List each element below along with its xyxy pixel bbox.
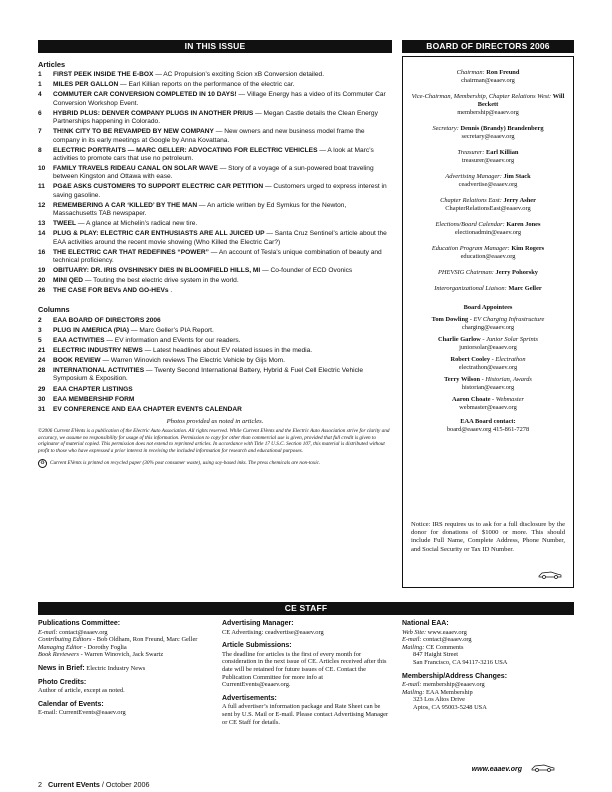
item-heading: MINI QED [53, 277, 84, 285]
role-label: Chapter Relations East: [440, 197, 502, 204]
page-number-ref: 12 [38, 201, 46, 209]
calendar-text: E-mail: CurrentEvents@eaaev.org [38, 709, 126, 717]
membership-mailing-1: EAA Membership [424, 688, 473, 696]
issue-date: / October 2006 [99, 780, 150, 789]
item-description: — An article written by Ed Symkus for the Newton, Massachusetts TAB newspaper. [53, 201, 347, 218]
appointee-name: Tom Dowling [431, 316, 469, 323]
article-item [38, 128, 392, 145]
national-email: contact@eaaev.org [421, 636, 472, 644]
item-description: — Latest headlines about EV related issues in the media. [142, 346, 313, 354]
role-email: education@eaaev.org [460, 253, 516, 260]
role-name: Jerry Pohorsky [495, 269, 538, 276]
articles-list [38, 71, 392, 295]
article-item [38, 202, 392, 219]
pub-email: contact@eaaev.org [57, 628, 108, 636]
item-description: — Twenty Second International Battery, Hybrid & Fuel Cell Electric Vehicle Symposium & Exposition. [53, 367, 364, 383]
page-number-ref: 13 [38, 220, 46, 228]
submissions-text: The deadline for articles is the first of every month for consideration in the next issue of CE. Articles received after this date will be retained for future issues of CE. Contact the Publication Committee for more info at CurrentEvents@eaaev.org. [222, 650, 387, 689]
role-email: treasurer@eaaev.org [461, 157, 515, 164]
item-body [53, 202, 392, 219]
appointee-title: Historian, Awards [485, 376, 532, 383]
item-description: — An account of Tesla’s unique combination of beauty and technical proficiency. [53, 248, 382, 264]
articles-title: Articles [38, 60, 66, 69]
national-mailing-2: 847 Haight Street [413, 651, 459, 659]
role-name: Earl Killian [485, 149, 519, 156]
national-mailing-1: CE Comments [424, 643, 464, 651]
item-body [53, 81, 392, 89]
managing-editor: - Dorothy Foglia [82, 643, 127, 651]
role-email: secretary@eaaev.org [461, 133, 515, 140]
recycled-text: Current EVents is printed on recycled paper (30% post consumer waste), using soy-based inks. The press chemicals are non-toxic. [50, 460, 321, 467]
role-email: membership@eaaev.org [457, 109, 519, 116]
item-body [53, 220, 392, 228]
car-icon [530, 762, 556, 772]
item-description: — New owners and new business model frame the company in its early meetings at Google by Anna Kovattana. [53, 128, 365, 144]
item-body [53, 91, 392, 108]
table-of-contents [38, 58, 392, 468]
item-description: — Megan Castle details the Clean Energy Partnerships happening in Colorado. [53, 109, 378, 126]
submissions-title: Article Submissions: [222, 642, 292, 650]
item-description: — Customers urged to express interest in saving gasoline. [53, 183, 387, 199]
article-item [38, 183, 392, 200]
article-item [38, 220, 392, 228]
appointee-email: charging@eaaev.org [461, 324, 515, 331]
advertising-text: CE Advertising: ceadvertise@eaaev.org [222, 628, 324, 636]
item-heading: EAA CHAPTER LISTINGS [53, 385, 133, 393]
national-mailing-3: San Francisco, CA 94117-3216 USA [413, 658, 508, 666]
role-line [403, 197, 573, 205]
news-title: News in Brief: [38, 664, 85, 672]
membership-email-label: E-mail: [402, 681, 422, 689]
recycle-icon: ♻ [38, 459, 47, 468]
column-item [38, 317, 392, 325]
column-item [38, 327, 392, 335]
item-description: — Co-founder of ECD Ovonics [260, 267, 353, 275]
item-heading: HYBRID PLUS: DENVER COMPANY PLUGS IN ANOTHER PRIUS [53, 109, 254, 117]
item-heading: ELECTRIC INDUSTRY NEWS [53, 346, 143, 354]
page-number-ref: 3 [38, 326, 42, 334]
appointee-title: Junior Solar Sprints [486, 336, 538, 343]
page-number-ref: 20 [38, 277, 46, 285]
page-number-ref: 6 [38, 109, 42, 117]
page-number-ref: 21 [38, 346, 46, 354]
item-description: — Earl Killian reports on the performance of the electric car. [118, 81, 295, 89]
appointee-line: Robert Cooley - Electrathon [450, 356, 526, 363]
column-item [38, 396, 392, 404]
appointee-name: Terry Wilson [444, 376, 481, 383]
board-role [403, 149, 573, 165]
appointee-title: EV Charging Infrastructure [473, 316, 545, 323]
columns-list [38, 317, 392, 414]
page-number-ref: 2 [38, 316, 42, 324]
page-number-ref: 7 [38, 128, 42, 136]
board-role [403, 125, 573, 141]
item-description: . [168, 287, 173, 295]
item-body [53, 317, 392, 325]
ce-staff-header: CE STAFF [38, 602, 574, 615]
item-body [53, 347, 392, 355]
item-heading: EAA MEMBERSHIP FORM [53, 395, 135, 403]
item-description: — EV information and EVents for our readers. [104, 336, 241, 344]
staff-column-1 [38, 620, 208, 723]
role-line [403, 285, 573, 293]
website-link[interactable]: www.eaaev.org [471, 766, 522, 773]
membership-title: Membership/Address Changes: [402, 672, 508, 680]
article-item [38, 287, 392, 295]
role-line [403, 221, 573, 229]
membership-mailing-2: 323 Los Altos Drive [413, 696, 466, 704]
irs-notice: Notice: IRS requires us to ask for a full disclosure by the donor for donations of $1000 or more. This should include Full Name, Complete Address, Phone Number, and Social Security or Tax ID Number. [411, 521, 565, 553]
appointee [403, 396, 573, 412]
board-of-directors-header: BOARD OF DIRECTORS 2006 [402, 40, 574, 53]
item-body [53, 183, 392, 200]
appointee [403, 336, 573, 352]
role-label: Vice-Chairman, Membership, Chapter Relations West: [411, 93, 552, 100]
item-heading: ELECTRIC PORTRAITS — MARC GELLER: ADVOCATING FOR ELECTRIC VEHICLES [53, 146, 318, 154]
role-name: Jerry Asher [503, 197, 536, 204]
page-number-ref: 19 [38, 267, 46, 275]
column-item [38, 406, 392, 414]
page-number-ref: 31 [38, 405, 46, 413]
column-item [38, 367, 392, 384]
appointee-email: historian@eaaev.org [461, 384, 515, 391]
item-body [53, 110, 392, 127]
column-item [38, 347, 392, 355]
item-description: — Story of a voyage of a sun-powered boat traveling between Kingston and Ottawa with ease. [53, 165, 374, 181]
role-label: Secretary: [432, 125, 459, 132]
page-number-ref: 10 [38, 165, 46, 173]
column-item [38, 386, 392, 394]
item-heading: THE ELECTRIC CAR THAT REDEFINES “POWER” [53, 248, 209, 256]
appointee-email: juniorsolar@eaaev.org [459, 344, 517, 351]
role-line [403, 269, 573, 277]
news-text: Electric Industry News [84, 664, 146, 672]
appointees-title: Board Appointees [463, 304, 513, 311]
appointee [403, 356, 573, 372]
editors: - Bob Oldham, Ron Freund, Marc Geller [91, 636, 198, 644]
in-this-issue-header: IN THIS ISSUE [38, 40, 392, 53]
item-body [53, 230, 392, 247]
page-number-ref: 28 [38, 367, 46, 375]
item-description: — Santa Cruz Sentinel’s article about the EAA activities around the recent movie showing (Who Killed the Electric Car?) [53, 230, 387, 246]
appointee-line: Charlie Garlow - Junior Solar Sprints [438, 336, 538, 343]
recycled-note [38, 459, 392, 468]
board-role [403, 69, 573, 85]
item-description: — AC Propulsion’s exciting Scion xB Conversion detailed. [153, 71, 325, 79]
staff-column-2 [222, 620, 392, 732]
article-item [38, 91, 392, 108]
item-body [53, 337, 392, 345]
page-number-ref: 30 [38, 395, 46, 403]
role-label: Education Program Manager: [431, 245, 510, 252]
role-email: chairman@eaaev.org [461, 77, 515, 84]
role-line [403, 125, 573, 133]
item-body [53, 267, 392, 275]
item-heading: REMEMBERING A CAR ‘KILLED’ BY THE MAN [53, 201, 198, 209]
page-number-ref: 11 [38, 183, 45, 191]
appointee-email: electrathon@eaaev.org [458, 364, 518, 371]
item-description: — A glance at Michelin’s radical new tire. [76, 220, 198, 228]
board-role [403, 93, 573, 117]
page-number-ref: 14 [38, 230, 46, 238]
appointee-name: Charlie Garlow [438, 336, 481, 343]
item-heading: BOOK REVIEW [53, 357, 101, 365]
item-body [53, 147, 392, 164]
item-body [53, 287, 392, 295]
role-label: PHEVSIG Chairman: [438, 269, 494, 276]
article-item [38, 165, 392, 182]
advertisements-text: A full advertiser’s information package and Rate Sheet can be sent by U.S. Mail or E-mail. Please contact Advertising Manager or CE Staff for details. [222, 703, 389, 726]
page-number-ref: 24 [38, 357, 46, 365]
membership-mailing-label: Mailing: [402, 688, 425, 696]
page-number-ref: 26 [38, 287, 46, 295]
role-email: electionadmin@eaaev.org [454, 229, 522, 236]
advertising-title: Advertising Manager: [222, 620, 294, 627]
item-body [53, 386, 392, 394]
item-heading: TWEEL [53, 220, 77, 228]
page-footer [38, 780, 149, 789]
article-item [38, 249, 392, 266]
item-body [53, 406, 392, 414]
board-role [403, 269, 573, 277]
item-body [53, 367, 392, 384]
web-site: www.eaaev.org [426, 628, 467, 636]
article-item [38, 230, 392, 247]
item-heading: PLUG IN AMERICA (PIA) [53, 326, 130, 334]
page-number-ref: 1 [38, 81, 42, 89]
national-email-label: E-mail: [402, 636, 422, 644]
article-item [38, 277, 392, 285]
copyright-notice: ©2006 Current EVents is a publication of the Electric Auto Association. All rights reserved. While Current EVents and the Electric Auto Association strive for clarity and accuracy, we assume no responsibility for usage of this information. Permission to copy for other than commercial use is given, provided that full credit is given to originator of material copied. This permission does not extend to reprinted articles. In accordance with Title 17 U.S.C. Section 107, this material is distributed without profit to those who have expressed a prior interest in receiving the included information for research and educational purposes. [38, 428, 390, 454]
role-name: Ron Freund [486, 69, 520, 76]
board-role [403, 197, 573, 213]
advertisements-title: Advertisements: [222, 694, 277, 702]
item-description: — Warren Winovich reviews The Electric Vehicle by Gijs Mom. [100, 357, 285, 365]
board-box [402, 56, 574, 588]
item-heading: MILES PER GALLON [53, 81, 119, 89]
page-number-ref: 29 [38, 385, 46, 393]
role-email: ceadvertise@eaaev.org [458, 181, 518, 188]
role-name: Dennis (Brandy) Brandenberg [460, 125, 544, 132]
item-description: — Village Energy has a video of its Commuter Car Conversion Workshop Event. [53, 91, 386, 107]
appointee-email: webmaster@eaaev.org [459, 404, 517, 411]
photo-credits-text: Author of article, except as noted. [38, 687, 125, 695]
role-label: Advertising Manager: [445, 173, 502, 180]
role-email: ChapterRelationsEast@eaaev.org [445, 205, 531, 212]
managing-label: Managing Editor [38, 643, 83, 651]
role-line [403, 93, 573, 109]
reviewers-label: Book Reviewers [38, 651, 79, 659]
role-label: Chairman: [456, 69, 485, 76]
item-body [53, 327, 392, 335]
role-name: Karen Jones [506, 221, 541, 228]
national-mailing-label: Mailing: [402, 643, 425, 651]
role-label: Interorganizational Liaison: [434, 285, 507, 292]
board-role [403, 285, 573, 293]
photos-note: Photos provided as noted in articles. [166, 418, 264, 426]
item-heading: OBITUARY: DR. IRIS OVSHINSKY DIES IN BLOOMFIELD HILLS, MI [53, 267, 261, 275]
item-heading: PG&E ASKS CUSTOMERS TO SUPPORT ELECTRIC CAR PETITION [53, 183, 264, 191]
board-appointees [403, 316, 573, 412]
board-role [403, 245, 573, 261]
item-heading: FAMILY TRAVELS RIDEAU CANAL ON SOLAR WAVE [53, 165, 218, 173]
car-icon [537, 569, 563, 579]
role-line [403, 69, 573, 77]
item-heading: EV CONFERENCE AND EAA CHAPTER EVENTS CALENDAR [53, 405, 242, 413]
role-name: Jim Stack [503, 173, 531, 180]
page-number-ref: 1 [38, 71, 42, 79]
board-role [403, 221, 573, 237]
national-title: National EAA: [402, 620, 449, 627]
board-contact: board@eaaev.org 415-861-7278 [446, 426, 530, 433]
item-heading: EAA BOARD OF DIRECTORS 2006 [53, 316, 161, 324]
appointee-name: Robert Cooley [450, 356, 491, 363]
role-name: Kim Rogers [511, 245, 545, 252]
appointee-line: Tom Dowling - EV Charging Infrastructure [431, 316, 545, 323]
article-item [38, 110, 392, 127]
item-heading: EAA ACTIVITIES [53, 336, 105, 344]
board-roles [403, 57, 573, 293]
item-description: — A look at Marc’s activities to promote cars that use no petroleum. [53, 146, 374, 162]
publications-title: Publications Committee: [38, 620, 121, 627]
appointee-title: Webmaster [495, 396, 524, 403]
item-body [53, 396, 392, 404]
membership-email: membership@eaaev.org [421, 681, 485, 689]
item-description: — Touting the best electric drive system in the world. [83, 277, 239, 285]
appointee-name: Aaron Choate [452, 396, 491, 403]
calendar-title: Calendar of Events: [38, 700, 104, 708]
role-line [403, 173, 573, 181]
role-label: Treasurer: [457, 149, 485, 156]
appointee-title: Electrathon [495, 356, 526, 363]
item-body [53, 71, 392, 79]
article-item [38, 81, 392, 89]
item-body [53, 165, 392, 182]
article-item [38, 147, 392, 164]
item-heading: THE CASE FOR BEVs AND GO-HEVs [53, 287, 169, 295]
page-number-ref: 5 [38, 336, 42, 344]
article-item [38, 267, 392, 275]
item-body [53, 249, 392, 266]
web-label: Web Site: [402, 628, 427, 636]
role-name: Will Beckett [477, 93, 565, 108]
item-body [53, 128, 392, 145]
appointee-line: Terry Wilson - Historian, Awards [444, 376, 532, 383]
page-number-ref: 16 [38, 248, 46, 256]
role-line [403, 149, 573, 157]
role-line [403, 245, 573, 253]
article-item [38, 71, 392, 79]
editors-label: Contributing Editors [38, 636, 92, 644]
column-item [38, 357, 392, 365]
item-description: — Marc Geller’s PIA Report. [129, 326, 214, 334]
membership-mailing-3: Aptos, CA 95003-5248 USA [413, 703, 487, 711]
page-number: 2 [38, 780, 42, 789]
pub-email-label: E-mail: [38, 628, 58, 636]
role-name: Marc Geller [508, 285, 542, 292]
appointee [403, 316, 573, 332]
item-body [53, 357, 392, 365]
columns-title: Columns [38, 305, 70, 315]
item-heading: PLUG & PLAY: ELECTRIC CAR ENTHUSIASTS ARE ALL JUICED UP [53, 230, 265, 238]
role-label: Elections/Board Calendar: [435, 221, 505, 228]
item-body [53, 277, 392, 285]
appointee [403, 376, 573, 392]
item-heading: TH!NK CITY TO BE REVAMPED BY NEW COMPANY [53, 128, 214, 136]
page-number-ref: 4 [38, 91, 42, 99]
publication-name: Current EVents [48, 780, 100, 789]
book-reviewers: - Warren Winovich, Jack Swartz [79, 651, 164, 659]
column-item [38, 337, 392, 345]
board-contact-title: EAA Board contact: [460, 418, 516, 425]
staff-column-3 [402, 620, 574, 718]
photo-credits-title: Photo Credits: [38, 678, 87, 686]
item-heading: FIRST PEEK INSIDE THE E-BOX [53, 71, 154, 79]
appointee-line: Aaron Choate - Webmaster [452, 396, 524, 403]
item-heading: INTERNATIONAL ACTIVITIES [53, 367, 145, 375]
page-number-ref: 8 [38, 146, 42, 154]
item-heading: COMMUTER CAR CONVERSION COMPLETED IN 10 DAYS! [53, 91, 237, 99]
board-role [403, 173, 573, 189]
